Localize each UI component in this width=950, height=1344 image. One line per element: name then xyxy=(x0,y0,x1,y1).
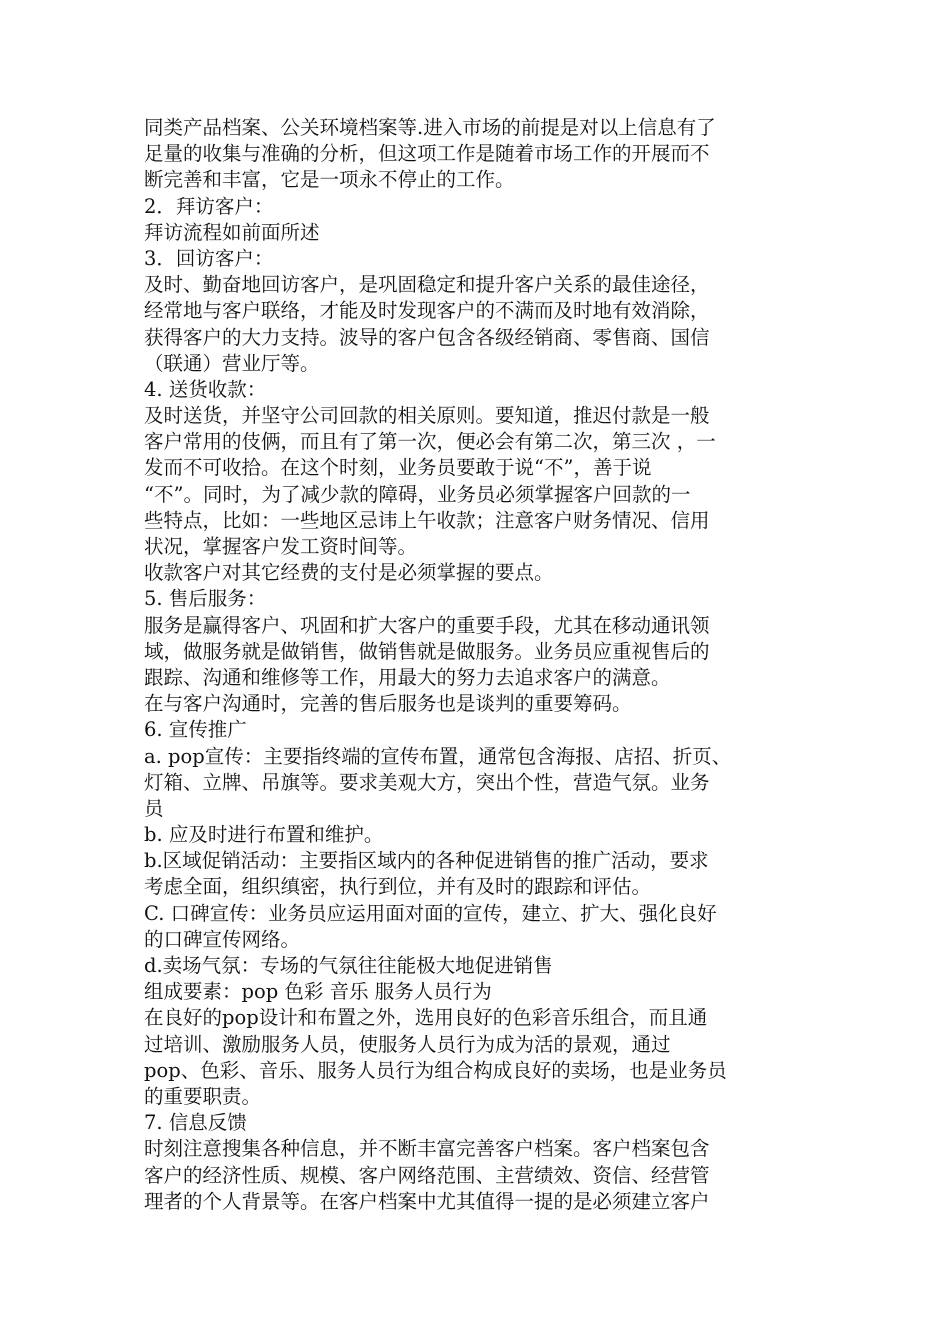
text-line: 在良好的pop设计和布置之外，选用良好的色彩音乐组合，而且通 xyxy=(144,1006,708,1030)
text-line: 2．拜访客户： xyxy=(144,194,274,218)
text-line: 经常地与客户联络，才能及时发现客户的不满而及时地有效消除， xyxy=(144,299,710,323)
text-line: 及时送货，并坚守公司回款的相关原则。要知道，推迟付款是一般 xyxy=(144,404,710,428)
text-line: b. 应及时进行布置和维护。 xyxy=(144,823,384,847)
text-line: 5. 售后服务： xyxy=(144,587,267,611)
text-line: 的口碑宣传网络。 xyxy=(144,927,301,951)
text-line: pop、色彩、音乐、服务人员行为组合构成良好的卖场，也是业务员 xyxy=(144,1058,727,1082)
text-line: 3．回访客户： xyxy=(144,246,274,270)
text-line: 断完善和丰富，它是一项永不停止的工作。 xyxy=(144,168,515,192)
text-line: 4. 送货收款： xyxy=(144,377,267,401)
text-line: 状况，掌握客户发工资时间等。 xyxy=(144,535,418,558)
document-body xyxy=(144,115,814,1215)
text-line: 在与客户沟通时，完善的售后服务也是谈判的重要筹码。 xyxy=(144,692,632,716)
text-line: “不”。同时，为了减少款的障碍，业务员必须掌握客户回款的一 xyxy=(144,482,691,506)
text-line: 拜访流程如前面所述 xyxy=(144,220,320,244)
text-line: 些特点，比如：一些地区忌讳上午收款；注意客户财务情况、信用 xyxy=(144,508,710,532)
text-line: 6. 宣传推广 xyxy=(144,718,247,742)
text-line: （联通）营业厅等。 xyxy=(144,351,320,375)
text-line: 7. 信息反馈 xyxy=(144,1111,247,1135)
text-line: 发而不可收拾。在这个时刻，业务员要敢于说“不”，善于说 xyxy=(144,456,652,480)
text-line: 足量的收集与准确的分析，但这项工作是随着市场工作的开展而不 xyxy=(144,142,710,166)
text-line: 客户的经济性质、规模、客户网络范围、主营绩效、资信、经营管 xyxy=(144,1163,710,1187)
text-line: 时刻注意搜集各种信息，并不断丰富完善客户档案。客户档案包含 xyxy=(144,1137,710,1161)
text-line: 跟踪、沟通和维修等工作，用最大的努力去追求客户的满意。 xyxy=(144,665,671,689)
text-line: d.卖场气氛：专场的气氛往往能极大地促进销售 xyxy=(144,954,553,977)
text-line: 获得客户的大力支持。波导的客户包含各级经销商、零售商、国信 xyxy=(144,325,710,349)
text-line: 的重要职责。 xyxy=(144,1084,262,1108)
text-line: b.区域促销活动：主要指区域内的各种促进销售的推广活动，要求 xyxy=(144,849,709,873)
text-line: C. 口碑宣传：业务员应运用面对面的宣传，建立、扩大、强化良好 xyxy=(144,901,717,925)
text-line: 客户常用的伎俩，而且有了第一次，便必会有第二次，第三次 ，一 xyxy=(144,430,716,454)
text-line: 域，做服务就是做销售，做销售就是做服务。业务员应重视售后的 xyxy=(144,639,710,663)
text-line: a. pop宣传：主要指终端的宣传布置，通常包含海报、店招、折页、 xyxy=(144,744,732,768)
text-line: 组成要素：pop 色彩 音乐 服务人员行为 xyxy=(144,980,492,1004)
text-line: 员 xyxy=(144,796,164,820)
text-line: 理者的个人背景等。在客户档案中尤其值得一提的是必须建立客户 xyxy=(144,1189,710,1213)
text-line: 考虑全面，组织缜密，执行到位，并有及时的跟踪和评估。 xyxy=(144,875,652,899)
text-line: 及时、勤奋地回访客户，是巩固稳定和提升客户关系的最佳途径， xyxy=(144,273,710,297)
text-line: 服务是赢得客户、巩固和扩大客户的重要手段，尤其在移动通讯领 xyxy=(144,613,710,637)
text-line: 灯箱、立牌、吊旗等。要求美观大方，突出个性，营造气氛。业务 xyxy=(144,770,710,794)
text-line: 过培训、激励服务人员，使服务人员行为成为活的景观，通过 xyxy=(144,1032,671,1056)
text-line: 收款客户对其它经费的支付是必须掌握的要点。 xyxy=(144,561,554,585)
text-line: 同类产品档案、公关环境档案等.进入市场的前提是对以上信息有了 xyxy=(144,116,716,139)
